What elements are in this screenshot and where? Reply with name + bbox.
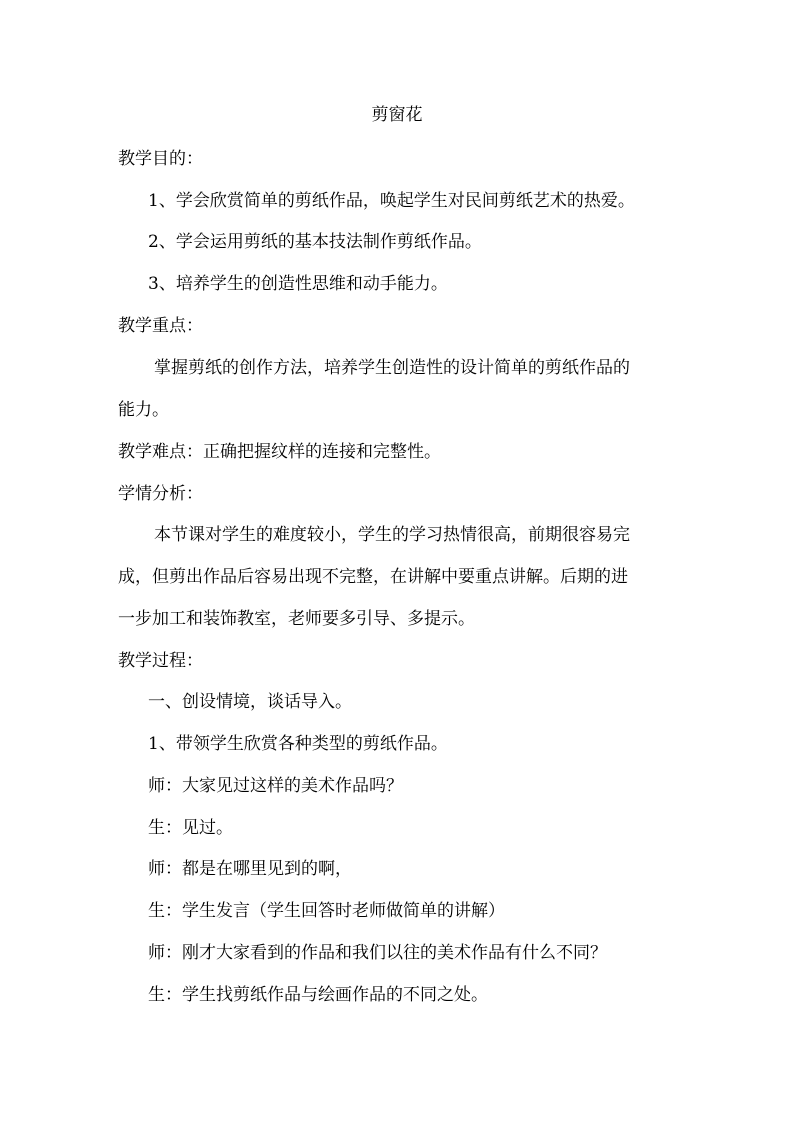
heading-key-points: 教学重点：	[118, 316, 203, 336]
process-step-1: 一、创设情境，谈话导入。	[148, 692, 352, 712]
key-points-text-line-1: 掌握剪纸的创作方法，培养学生创造性的设计简单的剪纸作品的	[154, 358, 630, 378]
goal-item-1: 1、学会欣赏简单的剪纸作品，唤起学生对民间剪纸艺术的热爱。	[148, 191, 635, 211]
dialogue-line-4: 生：学生发言（学生回答时老师做简单的讲解）	[148, 901, 505, 921]
dialogue-line-6: 生：学生找剪纸作品与绘画作品的不同之处。	[148, 985, 488, 1005]
difficulty-line: 教学难点：正确把握纹样的连接和完整性。	[118, 442, 441, 462]
dialogue-line-1: 师：大家见过这样的美术作品吗？	[148, 776, 403, 796]
heading-learning-analysis: 学情分析：	[118, 484, 203, 504]
document-title: 剪窗花	[371, 105, 423, 125]
analysis-text-line-2: 成，但剪出作品后容易出现不完整，在讲解中要重点讲解。后期的进	[118, 567, 628, 587]
analysis-text-line-3: 一步加工和装饰教室，老师要多引导、多提示。	[118, 609, 475, 629]
process-substep-1: 1、带领学生欣赏各种类型的剪纸作品。	[148, 734, 448, 754]
dialogue-line-3: 师：都是在哪里见到的啊，	[148, 859, 352, 879]
key-points-text-line-2: 能力。	[118, 400, 169, 420]
goal-item-3: 3、培养学生的创造性思维和动手能力。	[148, 274, 448, 294]
goal-item-2: 2、学会运用剪纸的基本技法制作剪纸作品。	[148, 232, 482, 252]
heading-teaching-goals: 教学目的：	[118, 149, 203, 169]
dialogue-line-2: 生：见过。	[148, 818, 233, 838]
analysis-text-line-1: 本节课对学生的难度较小，学生的学习热情很高，前期很容易完	[154, 525, 630, 545]
heading-teaching-process: 教学过程：	[118, 651, 203, 671]
dialogue-line-5: 师：刚才大家看到的作品和我们以往的美术作品有什么不同？	[148, 943, 607, 963]
